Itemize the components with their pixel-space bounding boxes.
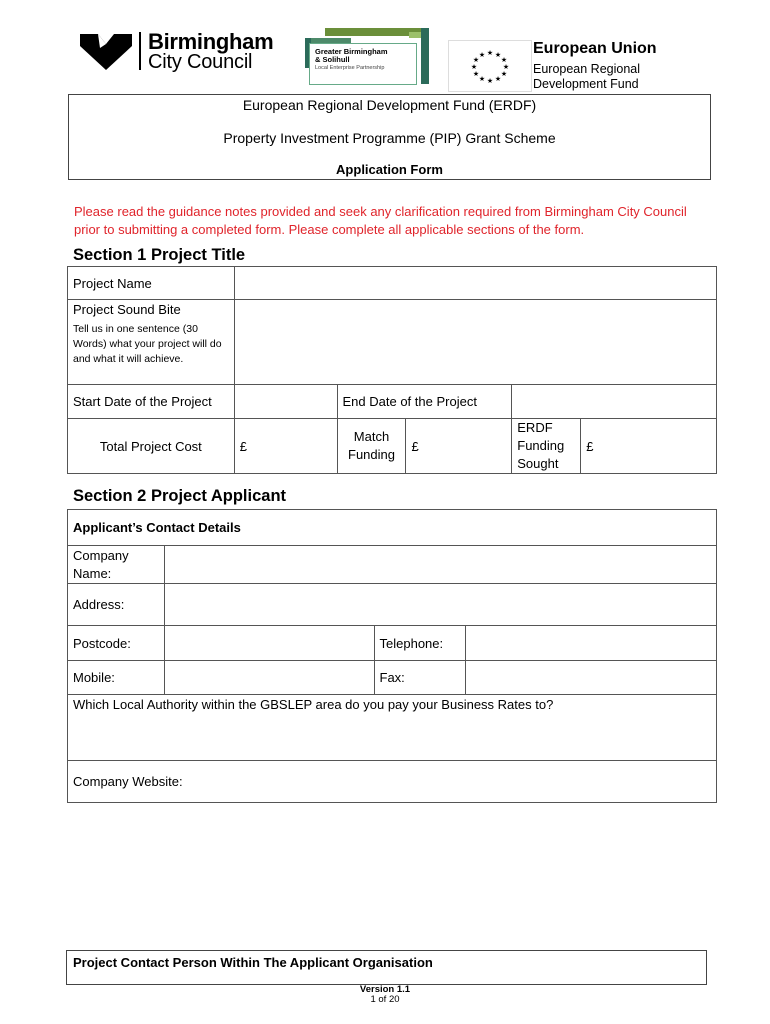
bcc-logo-line1: Birmingham: [148, 29, 274, 54]
title-box: [68, 94, 711, 180]
postcode-field[interactable]: [164, 626, 374, 661]
gbslep-line1: Greater Birmingham: [315, 47, 388, 56]
guidance-notice: Please read the guidance notes provided and seek any clarification required from Birmingham City Council prior to submitting a completed form. Please complete all applicable sections of the form.: [74, 204, 687, 237]
section2-heading: Section 2 Project Applicant: [73, 487, 287, 505]
start-date-label: Start Date of the Project: [68, 385, 235, 419]
svg-text:★: ★: [472, 56, 480, 64]
mobile-label: Mobile:: [68, 661, 165, 695]
sound-bite-cell: [68, 300, 235, 385]
company-website-label: Company Website:: [73, 774, 183, 789]
erdf-sought-currency: £: [586, 438, 594, 454]
local-authority-field[interactable]: [68, 695, 717, 761]
svg-text:★: ★: [502, 63, 510, 71]
svg-text:★: ★: [486, 49, 494, 57]
telephone-field[interactable]: [466, 626, 717, 661]
svg-text:★: ★: [478, 75, 486, 83]
erdf-sought-field[interactable]: [581, 419, 717, 474]
title-line1: European Regional Development Fund (ERDF): [242, 97, 537, 113]
version-label: Version 1.1: [359, 984, 411, 995]
sound-bite-label: Project Sound Bite: [73, 302, 181, 317]
svg-text:★: ★: [494, 75, 502, 83]
eu-subtitle: European Regional Development Fund: [533, 62, 641, 91]
telephone-label: Telephone:: [374, 626, 466, 661]
title-line2: Property Investment Programme (PIP) Grant Scheme: [223, 130, 556, 146]
section1-table: [67, 266, 717, 474]
erdf-sought-label: ERDF Funding Sought: [512, 419, 581, 474]
logo-divider: [139, 32, 141, 70]
gbslep-logo: [309, 43, 417, 85]
gbslep-line2: & Solihull: [315, 55, 350, 64]
svg-text:★: ★: [494, 51, 502, 59]
sound-bite-help: Tell us in one sentence (30 Words) what your project will do and what it will achieve.: [73, 323, 222, 365]
address-field[interactable]: [164, 584, 716, 626]
mobile-field[interactable]: [164, 661, 374, 695]
svg-text:★: ★: [500, 56, 508, 64]
version-info: [0, 985, 770, 1005]
end-date-label: End Date of the Project: [337, 385, 512, 419]
total-cost-currency: £: [239, 438, 247, 454]
birmingham-heart-logo-icon: [78, 30, 134, 72]
total-cost-label: Total Project Cost: [68, 419, 235, 474]
sound-bite-field[interactable]: [234, 300, 716, 385]
svg-text:★: ★: [486, 77, 494, 85]
company-name-field[interactable]: [164, 546, 716, 584]
svg-text:★: ★: [470, 63, 478, 71]
title-line3: Application Form: [336, 162, 443, 177]
contact-person-box: [66, 950, 707, 985]
match-funding-field[interactable]: [406, 419, 512, 474]
project-name-label: Project Name: [68, 267, 235, 300]
bcc-logo-line2: City Council: [148, 51, 253, 73]
company-name-label: Company Name:: [68, 546, 165, 584]
start-date-field[interactable]: [234, 385, 337, 419]
match-funding-label: Match Funding: [337, 419, 406, 474]
total-cost-field[interactable]: [234, 419, 337, 474]
eu-title: European Union: [533, 40, 657, 57]
contact-details-heading: Applicant’s Contact Details: [68, 510, 717, 546]
svg-text:★: ★: [472, 70, 480, 78]
svg-text:★: ★: [500, 70, 508, 78]
contact-person-heading: Project Contact Person Within The Applicant Organisation: [73, 955, 433, 970]
section1-heading: Section 1 Project Title: [73, 246, 246, 264]
match-funding-currency: £: [411, 438, 419, 454]
local-authority-label: Which Local Authority within the GBSLEP area do you pay your Business Rates to?: [73, 697, 554, 712]
page-number: 1 of 20: [370, 994, 400, 1005]
address-label: Address:: [68, 584, 165, 626]
section2-table: [67, 509, 717, 803]
fax-label: Fax:: [374, 661, 466, 695]
gbslep-line3: Local Enterprise Partnership: [315, 65, 385, 71]
eu-flag-icon: [448, 40, 532, 92]
company-website-field[interactable]: [68, 761, 717, 803]
end-date-field[interactable]: [512, 385, 717, 419]
fax-field[interactable]: [466, 661, 717, 695]
project-name-field[interactable]: [234, 267, 716, 300]
svg-text:★: ★: [478, 51, 486, 59]
postcode-label: Postcode:: [68, 626, 165, 661]
